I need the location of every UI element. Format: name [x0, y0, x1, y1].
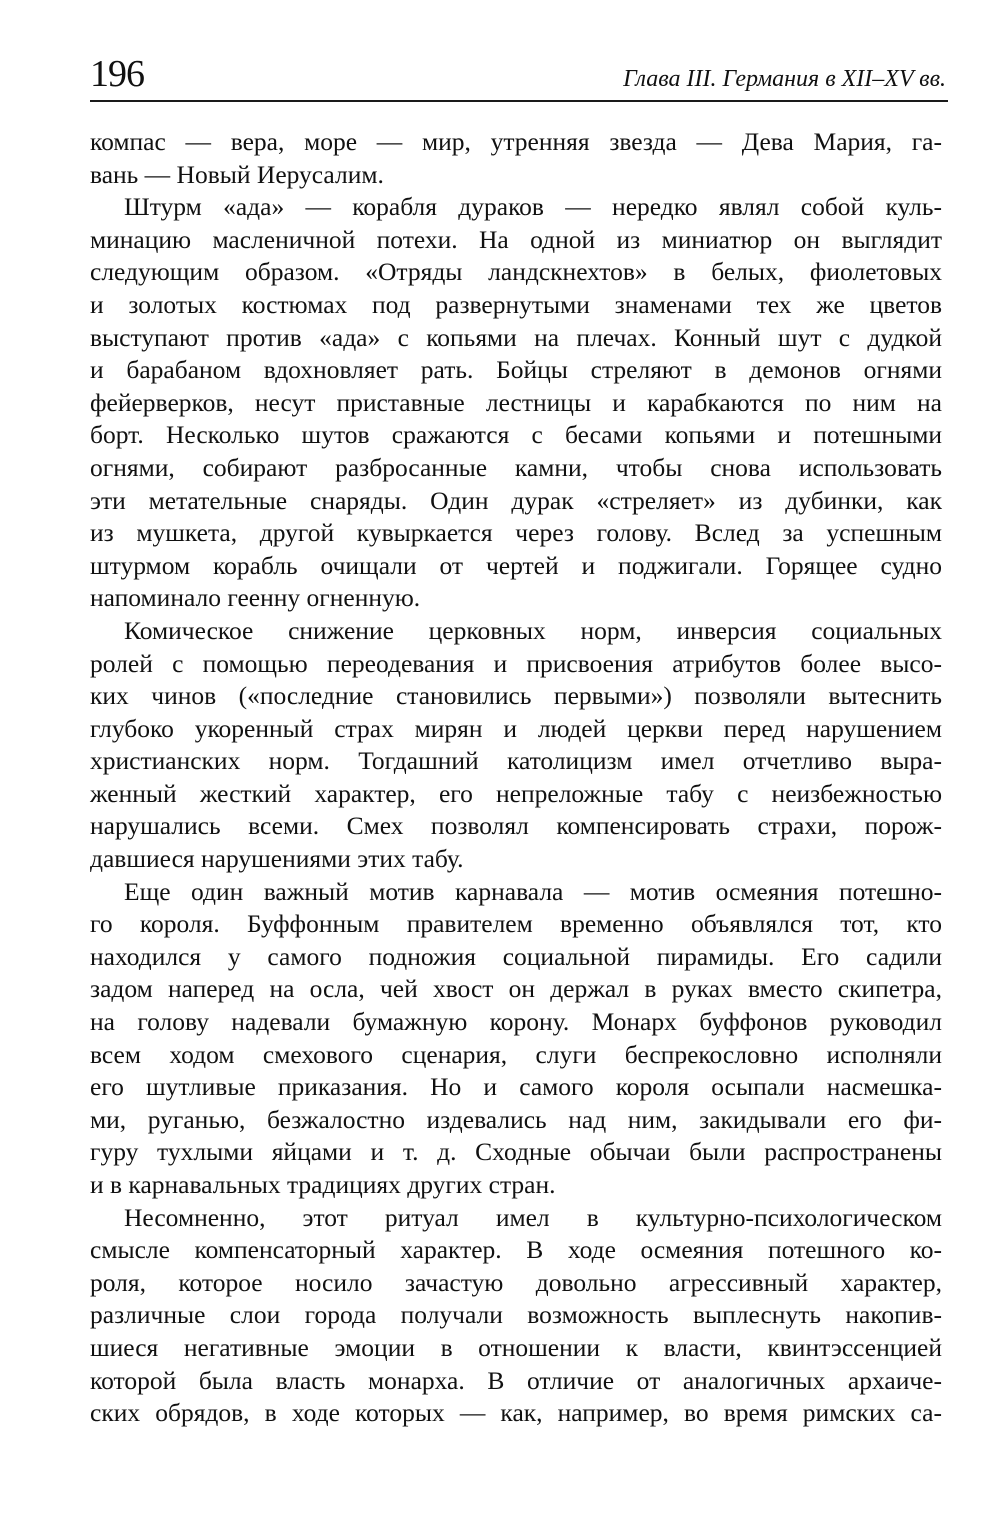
page-number: 196: [90, 53, 144, 95]
text-line: ролей с помощью переодевания и присвоения атрибутов более высо-: [90, 648, 942, 678]
text-line: различные слои города получали возможность выплеснуть накопив-: [90, 1300, 942, 1330]
text-line: ми, руганью, безжалостно издевались над ним, закидывали его фи-: [90, 1104, 942, 1134]
text-line: фейерверков, несут приставные лестницы и карабкаются по ним на: [90, 387, 942, 417]
text-line: ских обрядов, в ходе которых — как, например, во время римских са-: [90, 1398, 942, 1428]
text-line: Комическое снижение церковных норм, инверсия социальных: [124, 615, 942, 645]
text-line: на голову надевали бумажную корону. Монарх буффонов руководил: [90, 1007, 942, 1037]
text-line: и в карнавальных традициях других стран.: [90, 1170, 556, 1199]
text-line: всем ходом смехового сценария, слуги беспрекословно исполняли: [90, 1039, 942, 1069]
text-line: го короля. Буффонным правителем временно объявлялся тот, кто: [90, 909, 942, 939]
text-line: вань — Новый Иерусалим.: [90, 159, 384, 189]
text-line: давшиеся нарушениями этих табу.: [90, 844, 464, 874]
text-line: ких чинов («последние становились первыми») позволяли вытеснить: [90, 681, 942, 711]
text-line: минацию масленичной потехи. На одной из миниатюр он выглядит: [90, 224, 942, 254]
text-line: женный жесткий характер, его непреложные табу с неизбежностью: [90, 778, 942, 808]
page-header: [90, 44, 948, 102]
text-line: напоминало геенну огненную.: [90, 583, 421, 613]
text-line: эти метательные снаряды. Один дурак «стреляет» из дубинки, как: [90, 485, 942, 515]
running-head: Глава III. Германия в XII–XV вв.: [623, 66, 946, 92]
text-line: Несомненно, этот ритуал имел в культурно-психологическом: [124, 1202, 942, 1232]
text-line: нарушались всеми. Смех позволял компенсировать страхи, порож-: [90, 811, 942, 841]
text-line: огнями, собирают разбросанные камни, чтобы снова использовать: [90, 452, 942, 482]
text-line: смысле компенсаторный характер. В ходе осмеяния потешного ко-: [90, 1235, 942, 1265]
text-line: штурмом корабль очищали от чертей и поджигали. Горящее судно: [90, 550, 942, 580]
text-line: выступают против «ада» с копьями на плечах. Конный шут с дудкой: [90, 322, 942, 352]
text-line: гуру тухлыми яйцами и т. д. Сходные обычаи были распространены: [90, 1137, 942, 1167]
paragraph: [90, 126, 942, 191]
text-line: Еще один важный мотив карнавала — мотив осмеяния потешно-: [124, 876, 942, 906]
text-line: христианских норм. Тогдашний католицизм имел отчетливо выра-: [90, 746, 942, 776]
paragraph: [90, 615, 942, 876]
paragraph: [90, 1202, 942, 1430]
paragraph: [90, 876, 942, 1202]
text-line: его шутливые приказания. Но и самого короля осыпали насмешка-: [90, 1072, 942, 1102]
text-line: шиеся негативные эмоции в отношении к власти, квинтэссенцией: [90, 1332, 942, 1362]
text-line: и золотых костюмах под развернутыми знаменами тех же цветов: [90, 289, 942, 319]
text-line: Штурм «ада» — корабля дураков — нередко являл собой куль-: [124, 192, 942, 222]
text-line: которой была власть монарха. В отличие от аналогичных архаиче-: [90, 1365, 942, 1395]
text-line: и барабаном вдохновляет рать. Бойцы стреляют в демонов огнями: [90, 355, 942, 385]
text-line: задом наперед на осла, чей хвост он держал в руках вместо скипетра,: [90, 974, 942, 1004]
text-line: глубоко укоренный страх мирян и людей церкви перед нарушением: [90, 713, 942, 743]
body-text: [90, 126, 942, 1430]
paragraph: [90, 191, 942, 615]
text-line: борт. Несколько шутов сражаются с бесами копьями и потешными: [90, 420, 942, 450]
text-line: роля, которое носило зачастую довольно агрессивный характер,: [90, 1267, 942, 1297]
text-line: из мушкета, другой кувыркается через голову. Вслед за успешным: [90, 518, 942, 548]
text-line: находился у самого подножия социальной пирамиды. Его садили: [90, 941, 942, 971]
text-line: компас — вера, море — мир, утренняя звезда — Дева Мария, га-: [90, 127, 942, 156]
text-line: следующим образом. «Отряды ландскнехтов» в белых, фиолетовых: [90, 257, 942, 287]
